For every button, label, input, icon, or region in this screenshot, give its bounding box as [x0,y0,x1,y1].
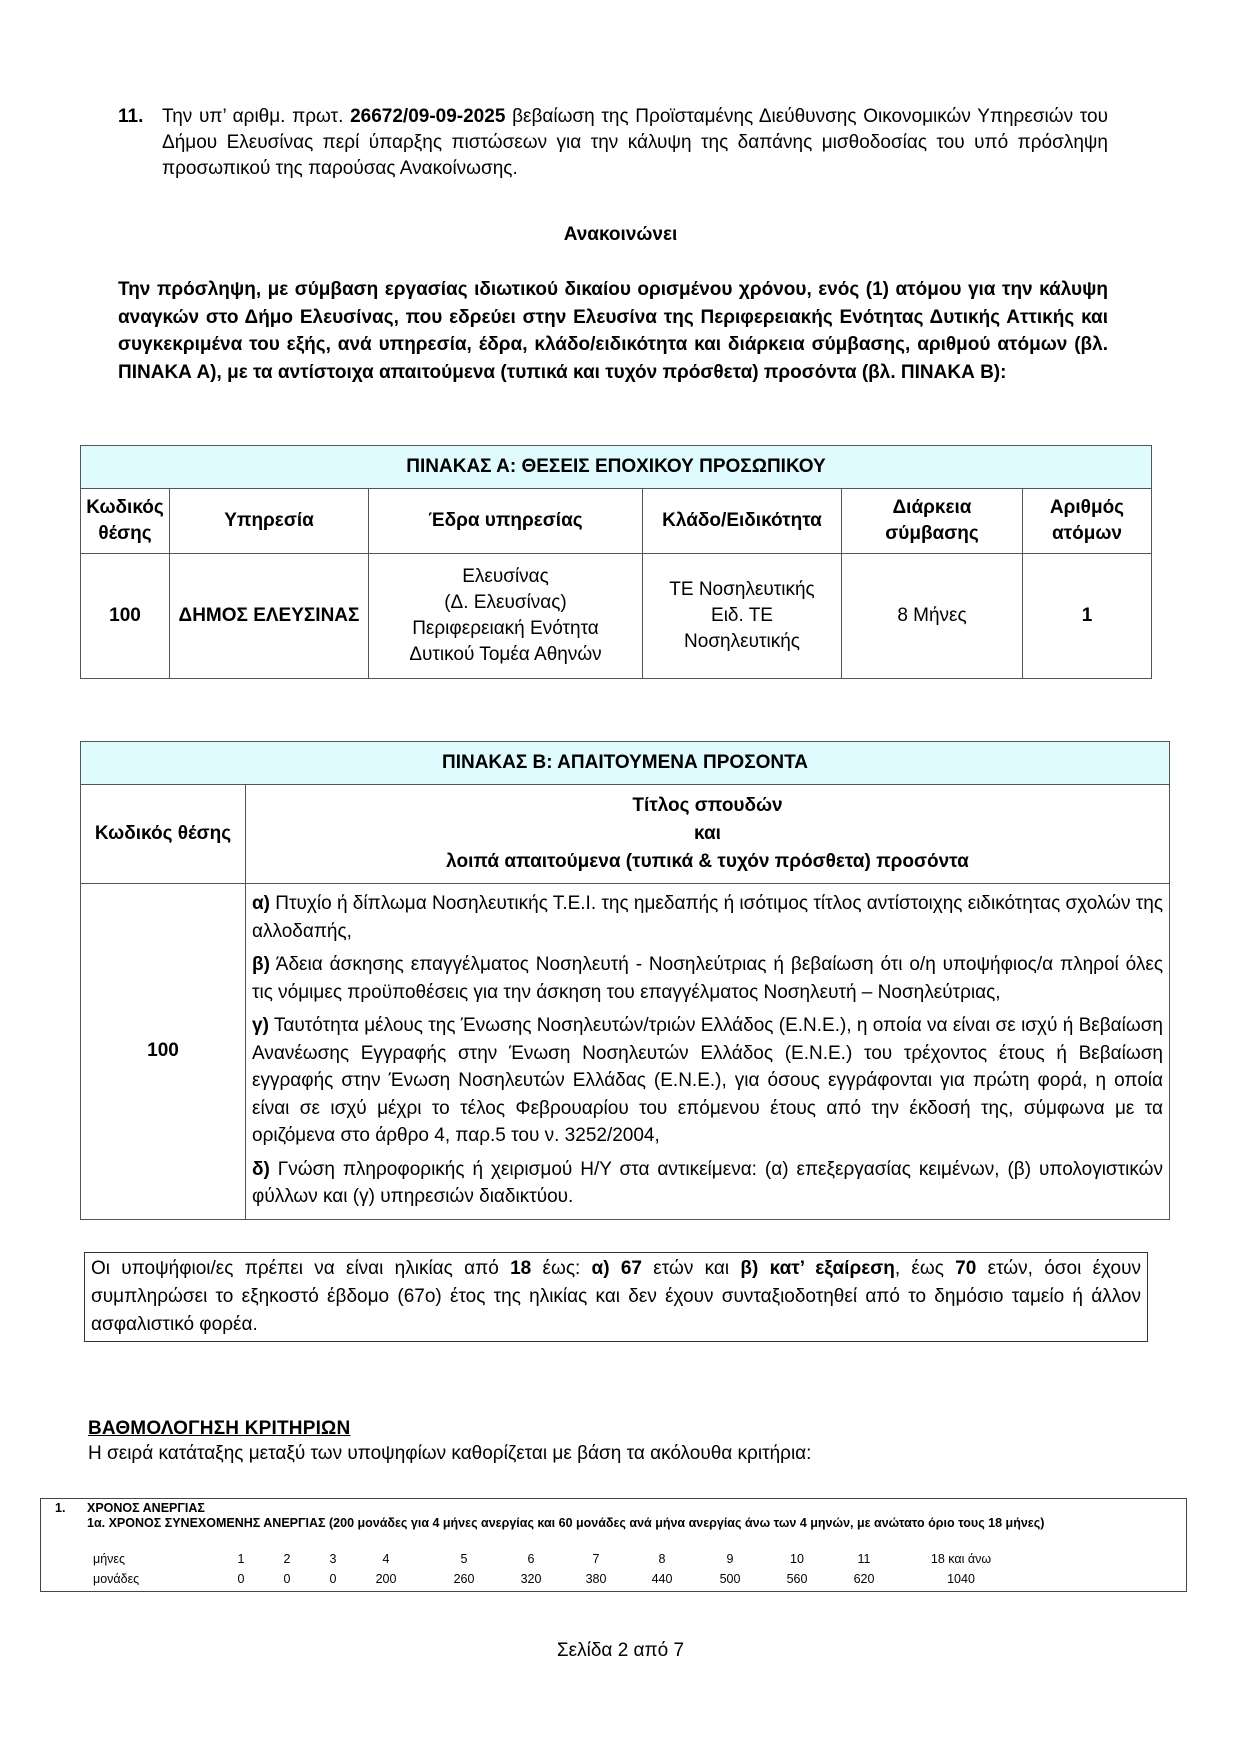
protocol-number: 26672/09-09-2025 [350,106,506,127]
months-cell: 8 [658,1552,666,1566]
months-cell: 2 [283,1552,291,1566]
announcement-paragraph: Την πρόσληψη, με σύμβαση εργασίας ιδιωτικού δικαίου ορισμένου χρόνου, ενός (1) ατόμου για την κάλυψη αναγκών στο Δήμο Ελευσίνας, που εδρεύει στην Ελευσίνα της Περιφερειακής Ενότητας Δυτικής Αττικής και συγκεκριμένα του εξής, ανά υπηρεσία, έδρα, κλάδο/ειδικότητα και διάρκεια σύμβασης, αριθμού ατόμων (βλ. ΠΙΝΑΚΑ Α), με τα αντίστοιχα απαιτούμενα (τυπικά και τυχόν πρόσθετα) προσόντα (βλ. ΠΙΝΑΚΑ Β): [118,279,1108,383]
qualification-d: δ) Γνώση πληροφορικής ή χειρισμού Η/Υ στα αντικείμενα: (α) επεξεργασίας κειμένων, (β) υπολογιστικών φύλλων και (γ) υπηρεσιών διαδικτύου. [252,1158,1163,1207]
qualification-c: γ) Ταυτότητα μέλους της Ένωσης Νοσηλευτών/τριών Ελλάδος (Ε.Ν.Ε.), η οποία να είναι σε ισχύ ή Βεβαίωση Ανανέωσης Εγγραφής στην Ένωση Νοσηλευτών Ελλάδος (Ε.Ν.Ε.) του τρέχοντος έτους ή Βεβαίωση εγγραφής στην Ένωση Νοσηλευτών Ελλάδας (Ε.Ν.Ε.), για όσους εγγράφονται για πρώτη φορά, η οποία είναι σε ισχύ μέχρι το τέλος Φεβρουαρίου του επόμενου έτους από την έκδοσή της, σύμφωνα με τα οριζόμενα στο άρθρο 4, παρ.5 του ν. 3252/2004, [252,1015,1163,1146]
cell-code: 100 [81,884,246,1220]
table-b-qualifications [80,741,1170,1220]
criteria-intro: Η σειρά κατάταξης μεταξύ των υποψηφίων καθορίζεται με βάση τα ακόλουθα κριτήρια: [88,1443,812,1464]
page-number-footer: Σελίδα 2 από 7 [556,1640,685,1661]
cell-service: ΔΗΜΟΣ ΕΛΕΥΣΙΝΑΣ [170,554,369,679]
header-count: Αριθμός ατόμων [1023,489,1152,554]
points-cell: 260 [453,1572,475,1586]
header-position-code: Κωδικός θέσης [81,489,170,554]
qualification-a: α) Πτυχίο ή δίπλωμα Νοσηλευτικής Τ.Ε.Ι. της ημεδαπής ή ισότιμος τίτλος αντίστοιχης ειδικότητας σχολών της αλλοδαπής, [252,893,1163,942]
announces-heading: Ανακοινώνει [563,224,678,245]
header-qualifications: Τίτλος σπουδών και λοιπά απαιτούμενα (τυπικά & τυχόν πρόσθετα) προσόντα [246,785,1170,884]
months-cell: 5 [460,1552,468,1566]
months-cell: 1 [237,1552,245,1566]
points-cell: 0 [329,1572,337,1586]
cell-count: 1 [1023,554,1152,679]
table-a-positions [80,445,1152,679]
months-cell: 9 [726,1552,734,1566]
points-cell: 380 [585,1572,607,1586]
months-cell: 3 [329,1552,337,1566]
months-cell: 4 [382,1552,390,1566]
header-position-code: Κωδικός θέσης [81,785,246,884]
header-specialty: Κλάδο/Ειδικότητα [643,489,842,554]
points-cell: 0 [283,1572,291,1586]
points-cell: 320 [520,1572,542,1586]
cell-seat: Ελευσίνας (Δ. Ελευσίνας) Περιφερειακή Ενότητα Δυτικού Τομέα Αθηνών [369,554,643,679]
table-row [81,554,1152,679]
criteria-section-title: 1. ΧΡΟΝΟΣ ΑΝΕΡΓΙΑΣ [55,1501,205,1515]
item-number: 11. [118,106,144,127]
points-cell: 1040 [947,1572,975,1586]
age-requirement-note: Οι υποψήφιοι/ες πρέπει να είναι ηλικίας από 18 έως: α) 67 ετών και β) κατ’ εξαίρεση, έως 70 ετών, όσοι έχουν συμπληρώσει το εξηκοστό έβδομο (67ο) έτος της ηλικίας και δεν έχουν συνταξιοδοτηθεί από το δημόσιο ταμείο ή άλλον ασφαλιστικό φορέα. [84,1252,1148,1342]
recital-item-11 [118,104,1108,182]
criteria-heading: ΒΑΘΜΟΛΟΓΗΣΗ ΚΡΙΤΗΡΙΩΝ [88,1418,351,1439]
cell-duration: 8 Μήνες [842,554,1023,679]
qualification-b: β) Άδεια άσκησης επαγγέλματος Νοσηλευτή - Νοσηλεύτριας ή βεβαίωση ότι ο/η υποψήφιος/α πληροί όλες τις νόμιμες προϋποθέσεις για την άσκηση του επαγγέλματος Νοσηλευτή – Νοσηλεύτριας, [252,954,1163,1003]
criteria-subsection: 1α. ΧΡΟΝΟΣ ΣΥΝΕΧΟΜΕΝΗΣ ΑΝΕΡΓΙΑΣ (200 μονάδες για 4 μήνες ανεργίας και 60 μονάδες ανά μήνα ανεργίας άνω των 4 μηνών, με ανώτατο όριο τους 18 μήνες) [87,1516,1045,1530]
months-label: μήνες [93,1552,126,1566]
criteria-table [40,1498,1187,1592]
points-cell: 0 [237,1572,245,1586]
points-cell: 500 [719,1572,741,1586]
points-cell: 620 [853,1572,875,1586]
header-service: Υπηρεσία [170,489,369,554]
months-cell: 7 [592,1552,600,1566]
points-label: μονάδες [93,1572,140,1586]
header-duration: Διάρκεια σύμβασης [842,489,1023,554]
months-cell: 18 και άνω [930,1552,992,1566]
table-a-caption: ΠΙΝΑΚΑΣ Α: ΘΕΣΕΙΣ ΕΠΟΧΙΚΟΥ ΠΡΟΣΩΠΙΚΟΥ [81,446,1152,489]
table-row [81,884,1170,1220]
months-cell: 10 [790,1552,804,1566]
points-cell: 440 [651,1572,673,1586]
item-text: Την υπ’ αριθμ. πρωτ. 26672/09-09-2025 βεβαίωση της Προϊσταμένης Διεύθυνσης Οικονομικών Υπηρεσιών του Δήμου Ελευσίνας περί ύπαρξης πιστώσεων για την κάλυψη της δαπάνης μισθοδοσίας του υπό πρόσληψη προσωπικού της παρούσας Ανακοίνωσης. [162,106,1108,179]
header-seat: Έδρα υπηρεσίας [369,489,643,554]
months-cell: 6 [527,1552,535,1566]
table-b-header-row [81,785,1170,884]
cell-code: 100 [81,554,170,679]
table-a-header-row [81,489,1152,554]
points-cell: 200 [375,1572,397,1586]
table-b-caption: ΠΙΝΑΚΑΣ Β: ΑΠΑΙΤΟΥΜΕΝΑ ΠΡΟΣΟΝΤΑ [81,742,1170,785]
points-cell: 560 [786,1572,808,1586]
months-cell: 11 [857,1552,871,1566]
cell-specialty: ΤΕ Νοσηλευτικής Ειδ. ΤΕ Νοσηλευτικής [643,554,842,679]
cell-qualifications [246,884,1170,1220]
